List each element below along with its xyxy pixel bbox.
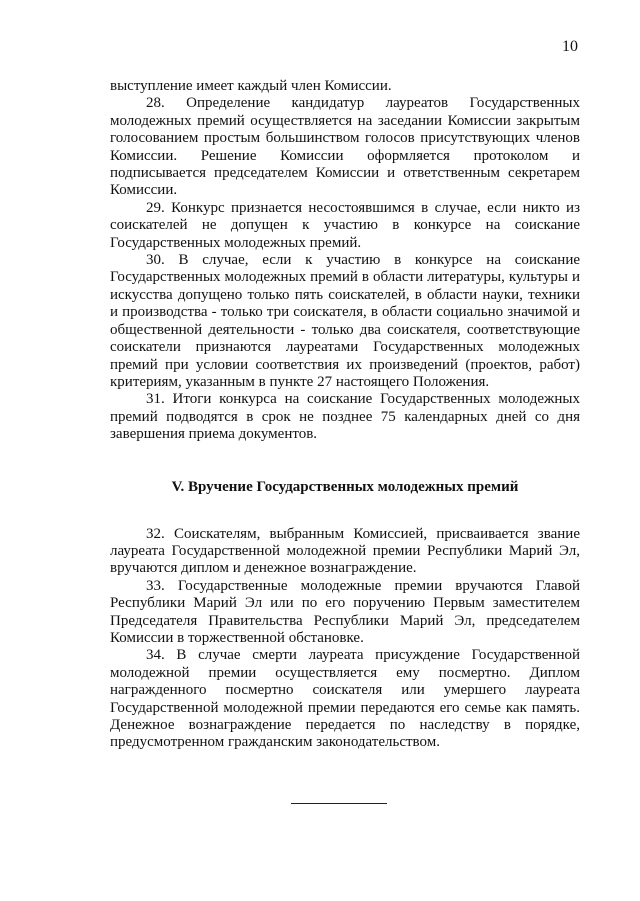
paragraph-30: 30. В случае, если к участию в конкурсе на соискание Государственных молодежных премий в области литературы, культуры и искусства допущено только пять соискателей, в области науки, техники и производства - только три соискателя, в области социально значимой и общественной деятельности - только два соискателя, соответствующие соискатели признаются лауреатами Государственных молодежных премий при условии соответствия их произведений (проектов, работ) критериям, указанным в пункте 27 настоящего Положения. (110, 252, 580, 390)
page-number: 10 (562, 38, 578, 55)
paragraph-32: 32. Соискателям, выбранным Комиссией, присваивается звание лауреата Государственной молодежной премии Республики Марий Эл, вручаются диплом и денежное вознаграждение. (110, 525, 580, 577)
paragraph-continuation: выступление имеет каждый член Комиссии. (110, 78, 392, 94)
paragraph-34: 34. В случае смерти лауреата присуждение Государственной молодежной премии осуществляется ему посмертно. Диплом награжденного посмертно соискателя или умершего лауреата Государственной молодежной премии передаются его семье как память. Денежное вознаграждение передается по наследству в порядке, предусмотренном гражданским законодательством. (110, 647, 580, 751)
end-of-section-rule (291, 803, 387, 804)
section-heading: V. Вручение Государственных молодежных премий (171, 478, 519, 495)
paragraph-28: 28. Определение кандидатур лауреатов Государственных молодежных премий осуществляется на заседании Комиссии закрытым голосованием простым большинством голосов присутствующих членов Комиссии. Решение Комиссии оформляется протоколом и подписывается председателем Комиссии и ответственным секретарем Комиссии. (110, 95, 580, 199)
paragraph-33: 33. Государственные молодежные премии вручаются Главой Республики Марий Эл или по его поручению Первым заместителем Председателя Правительства Республики Марий Эл, председателем Комиссии в торжественной обстановке. (110, 577, 580, 646)
paragraph-29: 29. Конкурс признается несостоявшимся в случае, если никто из соискателей не допущен к участию в конкурсе на соискание Государственных молодежных премий. (110, 199, 580, 251)
document-body (110, 78, 580, 752)
paragraph-31: 31. Итоги конкурса на соискание Государственных молодежных премий подводятся в срок не позднее 75 календарных дней со дня завершения приема документов. (110, 391, 580, 443)
